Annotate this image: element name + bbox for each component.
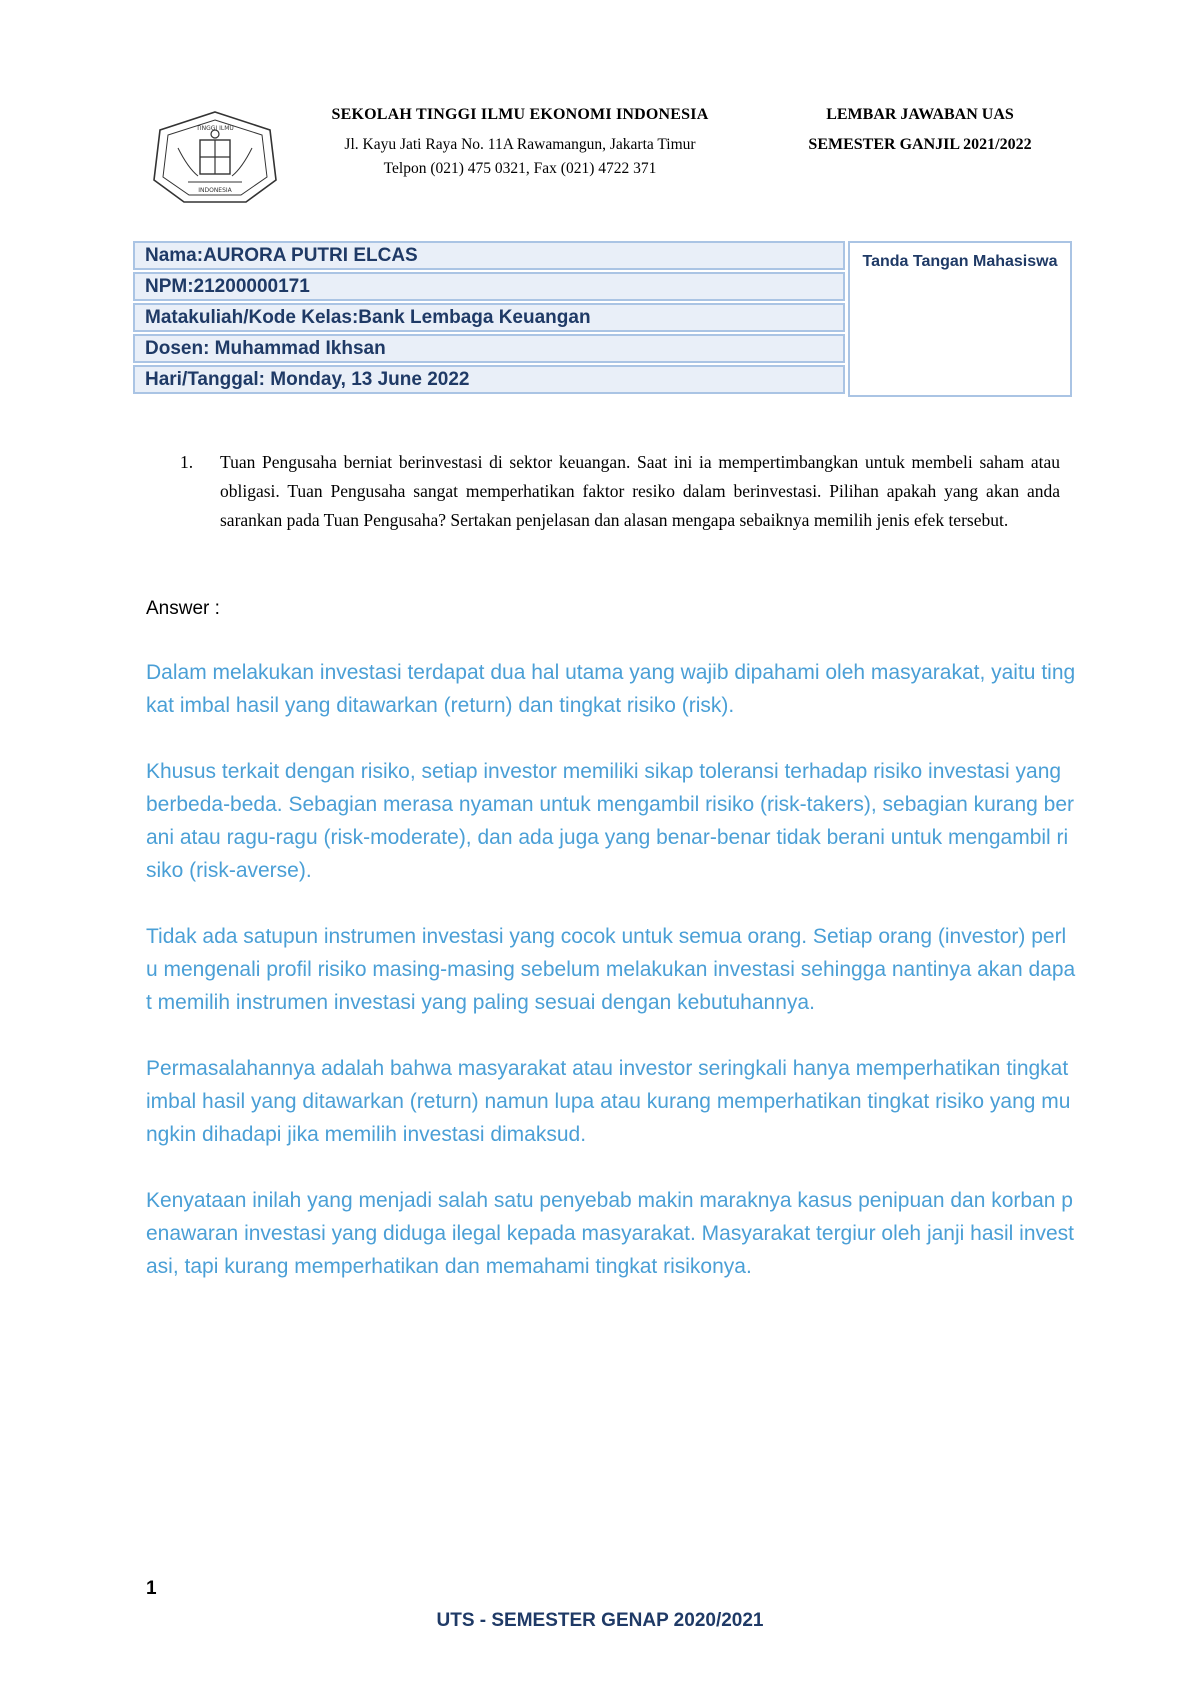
- logo-text-bottom: INDONESIA: [198, 187, 232, 194]
- answer-paragraph: Tidak ada satupun instrumen investasi yang cocok untuk semua orang. Setiap orang (investor) perlu mengenali profil risiko masing-masing sebelum melakukan investasi sehingga nantinya akan dapat memilih instrumen investasi yang paling sesuai dengan kebutuhannya.: [146, 925, 1076, 1014]
- exam-date: Hari/Tanggal: Monday, 13 June 2022: [145, 368, 470, 390]
- student-info-table: [133, 241, 845, 396]
- answer-paragraph: Khusus terkait dengan risiko, setiap investor memiliki sikap toleransi terhadap risiko investasi yang berbeda-beda. Sebagian merasa nyaman untuk mengambil risiko (risk-takers), sebagian kurang berani atau ragu-ragu (risk-moderate), dan ada juga yang benar-benar tidak berani untuk mengambil risiko (risk-averse).: [146, 760, 1074, 882]
- info-row-npm: [133, 272, 845, 301]
- course-name: Matakuliah/Kode Kelas:Bank Lembaga Keuangan: [145, 306, 591, 328]
- school-name: SEKOLAH TINGGI ILMU EKONOMI INDONESIA: [331, 106, 709, 123]
- answer-body: [146, 656, 1076, 1316]
- lecturer-name: Dosen: Muhammad Ikhsan: [145, 337, 386, 359]
- signature-box: [848, 241, 1072, 397]
- answer-paragraph: Permasalahannya adalah bahwa masyarakat atau investor seringkali hanya memperhatikan tingkat imbal hasil yang ditawarkan (return) namun lupa atau kurang memperhatikan tingkat risiko yang mungkin dihadapi jika memilih investasi dimaksud.: [146, 1057, 1071, 1146]
- question-number: 1.: [180, 452, 194, 472]
- answer-label: Answer :: [146, 598, 220, 619]
- logo-text-top: TINGGI ILMU: [196, 125, 234, 132]
- sheet-title: LEMBAR JAWABAN UAS: [826, 106, 1014, 123]
- info-row-lecturer: [133, 334, 845, 363]
- info-row-name: [133, 241, 845, 270]
- school-address: Jl. Kayu Jati Raya No. 11A Rawamangun, Jakarta Timur: [344, 136, 696, 153]
- sheet-header: [770, 106, 1070, 154]
- school-logo: [148, 108, 282, 206]
- page-number: 1: [146, 1578, 157, 1599]
- info-row-course: [133, 303, 845, 332]
- student-npm: NPM:21200000171: [145, 275, 310, 297]
- school-header: [270, 106, 770, 178]
- info-row-date: [133, 365, 845, 394]
- semester-label: SEMESTER GANJIL 2021/2022: [808, 136, 1032, 153]
- signature-label: Tanda Tangan Mahasiswa: [862, 253, 1058, 270]
- answer-paragraph: Kenyataan inilah yang menjadi salah satu penyebab makin maraknya kasus penipuan dan korban penawaran investasi yang diduga ilegal kepada masyarakat. Masyarakat tergiur oleh janji hasil investasi, tapi kurang memperhatikan dan memahami tingkat risikonya.: [146, 1189, 1075, 1278]
- question-text: Tuan Pengusaha berniat berinvestasi di sektor keuangan. Saat ini ia mempertimbangkan untuk membeli saham atau obligasi. Tuan Pengusaha sangat memperhatikan faktor resiko dalam berinvestasi. Pilihan apakah yang akan anda sarankan pada Tuan Pengusaha? Sertakan penjelasan dan alasan mengapa sebaiknya memilih jenis efek tersebut.: [220, 452, 1060, 530]
- student-name: Nama:AURORA PUTRI ELCAS: [145, 244, 418, 266]
- answer-paragraph: Dalam melakukan investasi terdapat dua hal utama yang wajib dipahami oleh masyarakat, yaitu tingkat imbal hasil yang ditawarkan (return) dan tingkat risiko (risk).: [146, 661, 1076, 717]
- question-item: [180, 448, 1060, 535]
- page-footer: UTS - SEMESTER GENAP 2020/2021: [436, 1610, 764, 1631]
- school-phone: Telpon (021) 475 0321, Fax (021) 4722 371: [383, 160, 657, 177]
